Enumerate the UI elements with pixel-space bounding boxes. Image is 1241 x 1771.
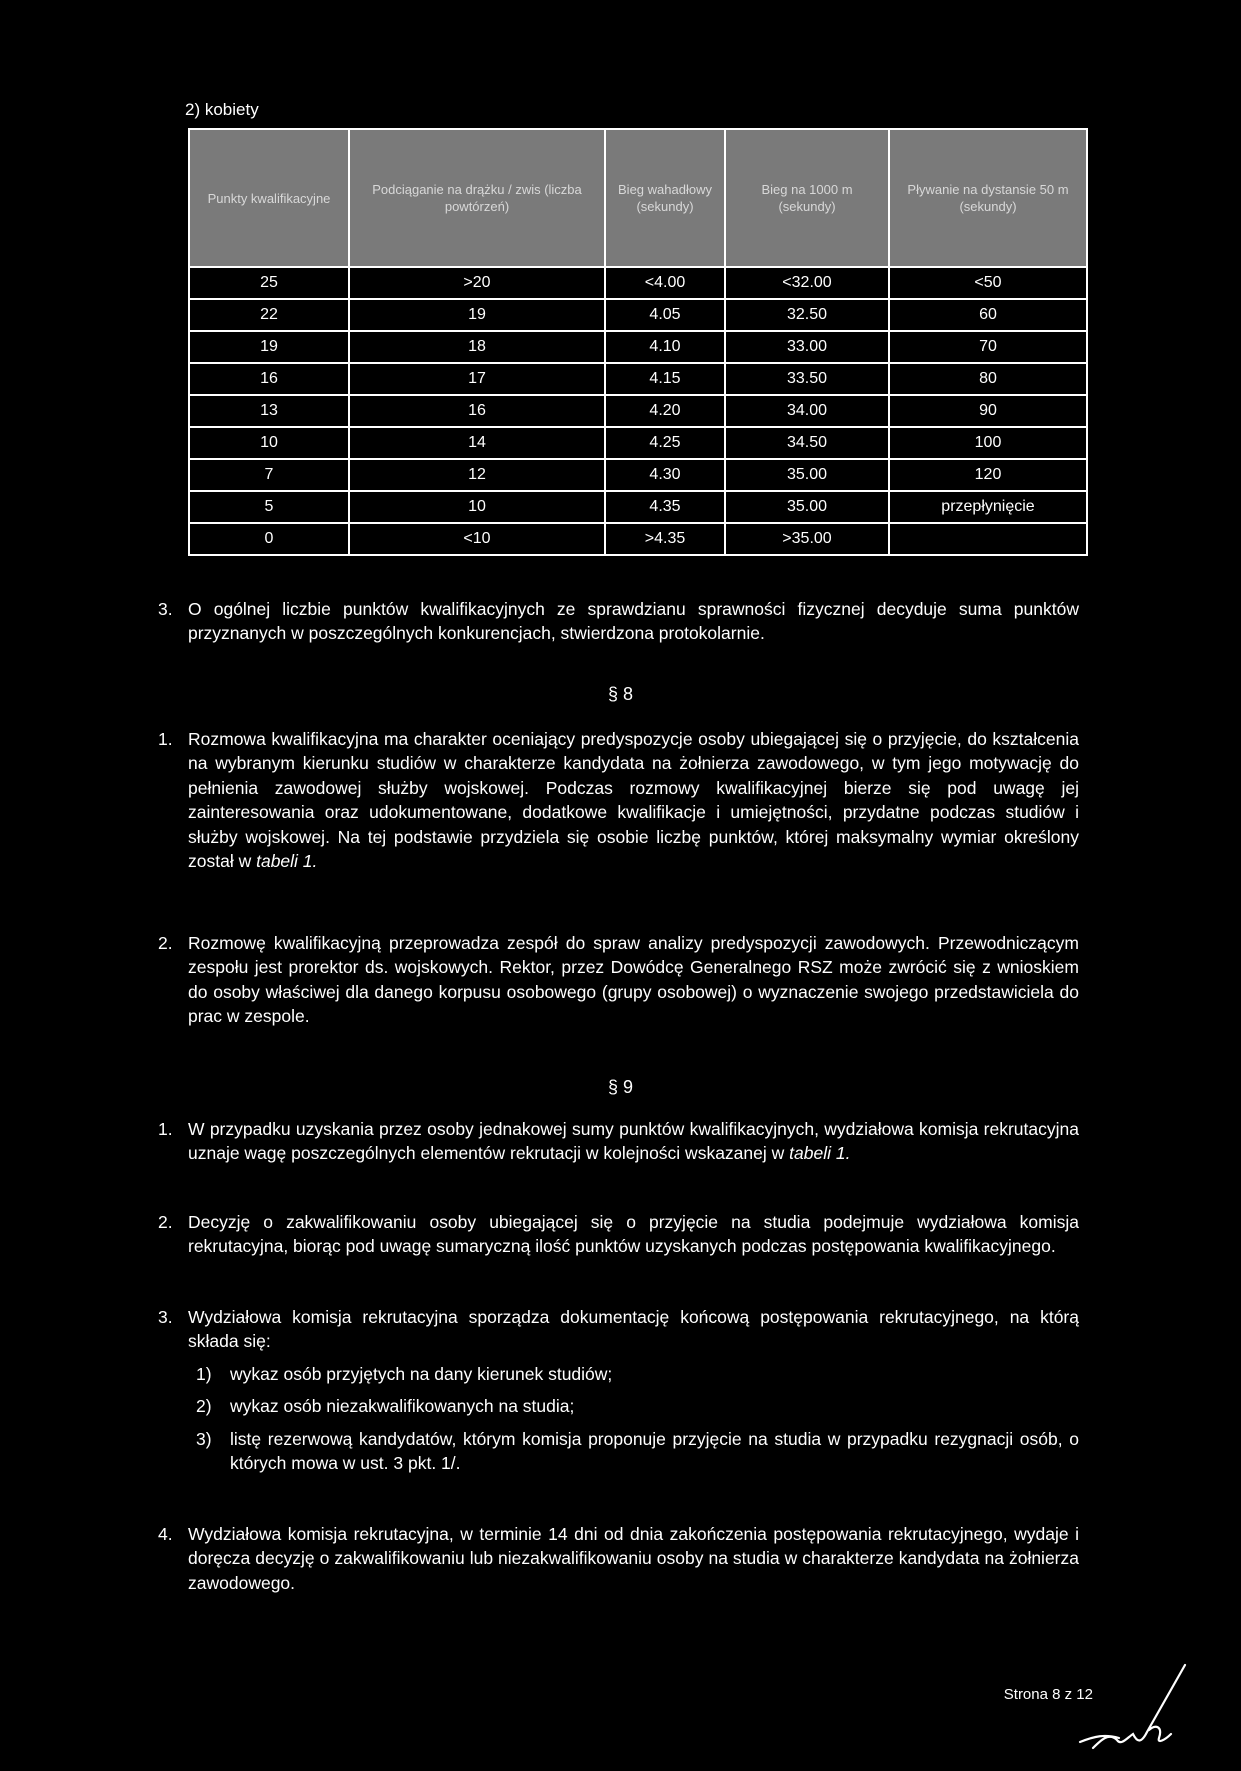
table-cell: 60 — [889, 299, 1087, 331]
table-cell: 13 — [189, 395, 349, 427]
item-number: 1. — [158, 1119, 173, 1139]
table-cell: 4.30 — [605, 459, 725, 491]
table-cell: 4.25 — [605, 427, 725, 459]
table-reference: tabeli 1. — [256, 851, 318, 872]
section-9-paragraph-2 — [158, 1210, 1079, 1259]
list-item: 3) listę rezerwową kandydatów, którym komisja proponuje przyjęcie na studia w przypadku rezygnacji osób, o których mowa w ust. 3 pkt. 1/. — [196, 1428, 1079, 1474]
header-swimming: Pływanie na dystansie 50 m (sekundy) — [889, 129, 1087, 267]
table-cell: 16 — [349, 395, 605, 427]
table-row — [189, 267, 1087, 299]
table-cell: 14 — [349, 427, 605, 459]
section-9-paragraph-1 — [158, 1117, 1079, 1166]
table-cell: >20 — [349, 267, 605, 299]
table-cell: 34.50 — [725, 427, 889, 459]
table-cell: 70 — [889, 331, 1087, 363]
table-cell: <32.00 — [725, 267, 889, 299]
table-cell: >35.00 — [725, 523, 889, 555]
handwritten-signature — [1075, 1660, 1205, 1760]
table-row — [189, 427, 1087, 459]
section-9-title: § 9 — [607, 1077, 634, 1097]
item-text: Wydziałowa komisja rekrutacyjna, w terminie 14 dni od dnia zakończenia postępowania rekrutacyjnego, wydaje i doręcza decyzję o zakwalifikowaniu lub niezakwalifikowaniu osoby na studia w charakterze kandydata na żołnierza zawodowego. — [188, 1524, 1079, 1593]
table-row — [189, 491, 1087, 523]
item-text: Decyzję o zakwalifikowaniu osoby ubiegającej się o przyjęcie na studia podejmuje wydziałowa komisja rekrutacyjna, biorąc pod uwagę sumaryczną ilość punktów uzyskanych podczas postępowania kwalifikacyjnego. — [188, 1212, 1079, 1257]
table-row — [189, 299, 1087, 331]
table-cell: 80 — [889, 363, 1087, 395]
item-text: Rozmowa kwalifikacyjna ma charakter oceniający predyspozycje osoby ubiegającej się o przyjęcie, do kształcenia na wybranym kierunku studiów w charakterze kandydata na żołnierza zawodowego, w tym jego motywację do pełnienia zawodowej służby wojskowej. Podczas rozmowy kwalifikacyjnej bierze się pod uwagę jej zainteresowania oraz udokumentowane, dodatkowe kwalifikacje i umiejętności, przydatne podczas studiów i służby wojskowej. Na tej podstawie przydziela się osobie liczbę punktów, której maksymalny wymiar określony został w — [188, 729, 1079, 872]
table-cell: 12 — [349, 459, 605, 491]
section-9-paragraph-4 — [158, 1522, 1079, 1595]
table-cell: 33.00 — [725, 331, 889, 363]
table-cell: 33.50 — [725, 363, 889, 395]
item-text: W przypadku uzyskania przez osoby jednakowej sumy punktów kwalifikacyjnych, wydziałowa komisja rekrutacyjna uznaje wagę poszczególnych elementów rekrutacji w kolejności wskazanej w — [188, 1119, 1079, 1164]
item-number: 3. — [158, 599, 173, 619]
table-row — [189, 331, 1087, 363]
item-3 — [158, 597, 1079, 646]
table-cell: 4.05 — [605, 299, 725, 331]
header-1000m-run: Bieg na 1000 m (sekundy) — [725, 129, 889, 267]
table-cell: 19 — [189, 331, 349, 363]
table-cell: 25 — [189, 267, 349, 299]
table-cell: >4.35 — [605, 523, 725, 555]
section-9-paragraph-3 — [158, 1305, 1079, 1475]
table-cell: 35.00 — [725, 459, 889, 491]
table-cell: <50 — [889, 267, 1087, 299]
table-cell: 19 — [349, 299, 605, 331]
table-row — [189, 363, 1087, 395]
table-cell: 90 — [889, 395, 1087, 427]
header-shuttle-run: Bieg wahadłowy (sekundy) — [605, 129, 725, 267]
table-header-row — [189, 129, 1087, 267]
table-cell: 4.10 — [605, 331, 725, 363]
table-cell: 32.50 — [725, 299, 889, 331]
table-cell: 18 — [349, 331, 605, 363]
section-8-paragraph-2 — [158, 931, 1079, 1029]
table-cell: <10 — [349, 523, 605, 555]
table-cell: 4.35 — [605, 491, 725, 523]
fitness-score-table — [188, 128, 1088, 556]
table-cell: 4.20 — [605, 395, 725, 427]
table-cell: 0 — [189, 523, 349, 555]
section-8-title: § 8 — [607, 684, 634, 704]
table-row — [189, 523, 1087, 555]
table-cell: 4.15 — [605, 363, 725, 395]
item-text: Wydziałowa komisja rekrutacyjna sporządza dokumentację końcową postępowania rekrutacyjnego, na którą składa się: — [188, 1307, 1079, 1352]
list-item: 1) wykaz osób przyjętych na dany kierunek studiów; — [196, 1363, 613, 1384]
table-cell: 16 — [189, 363, 349, 395]
table-row — [189, 395, 1087, 427]
item-number: 2. — [158, 933, 173, 953]
table-cell: przepłynięcie — [889, 491, 1087, 523]
item-number: 3. — [158, 1307, 173, 1327]
table-cell: 10 — [189, 427, 349, 459]
header-points: Punkty kwalifikacyjne — [189, 129, 349, 267]
table-cell: 10 — [349, 491, 605, 523]
table-cell: 100 — [889, 427, 1087, 459]
item-text: Rozmowę kwalifikacyjną przeprowadza zespół do spraw analizy predyspozycji zawodowych. Przewodniczącym zespołu jest prorektor ds. wojskowych. Rektor, przez Dowódcę Generalnego RSZ może zwrócić się z wnioskiem do osoby właściwej dla danego korpusu osobowego (grupy osobowej) o wyznaczenie swojego przedstawiciela do prac w zespole. — [188, 933, 1079, 1027]
table-cell: 22 — [189, 299, 349, 331]
table-caption: 2) kobiety — [185, 100, 259, 119]
table-row — [189, 459, 1087, 491]
item-number: 2. — [158, 1212, 173, 1232]
item-text: O ogólnej liczbie punktów kwalifikacyjnych ze sprawdzianu sprawności fizycznej decyduje suma punktów przyznanych w poszczególnych konkurencjach, stwierdzona protokolarnie. — [188, 599, 1079, 644]
item-number: 4. — [158, 1524, 173, 1544]
list-item: 2) wykaz osób niezakwalifikowanych na studia; — [196, 1396, 575, 1417]
table-cell: 7 — [189, 459, 349, 491]
header-pullups: Podciąganie na drążku / zwis (liczba powtórzeń) — [349, 129, 605, 267]
table-cell: <4.00 — [605, 267, 725, 299]
item-number: 1. — [158, 729, 173, 749]
table-cell: 17 — [349, 363, 605, 395]
table-reference: tabeli 1. — [789, 1143, 851, 1164]
table-cell: 35.00 — [725, 491, 889, 523]
section-8-paragraph-1 — [158, 727, 1079, 873]
page-number: Strona 8 z 12 — [1003, 1686, 1093, 1703]
table-cell: 34.00 — [725, 395, 889, 427]
table-cell: 120 — [889, 459, 1087, 491]
table-cell — [889, 523, 1087, 555]
table-cell: 5 — [189, 491, 349, 523]
